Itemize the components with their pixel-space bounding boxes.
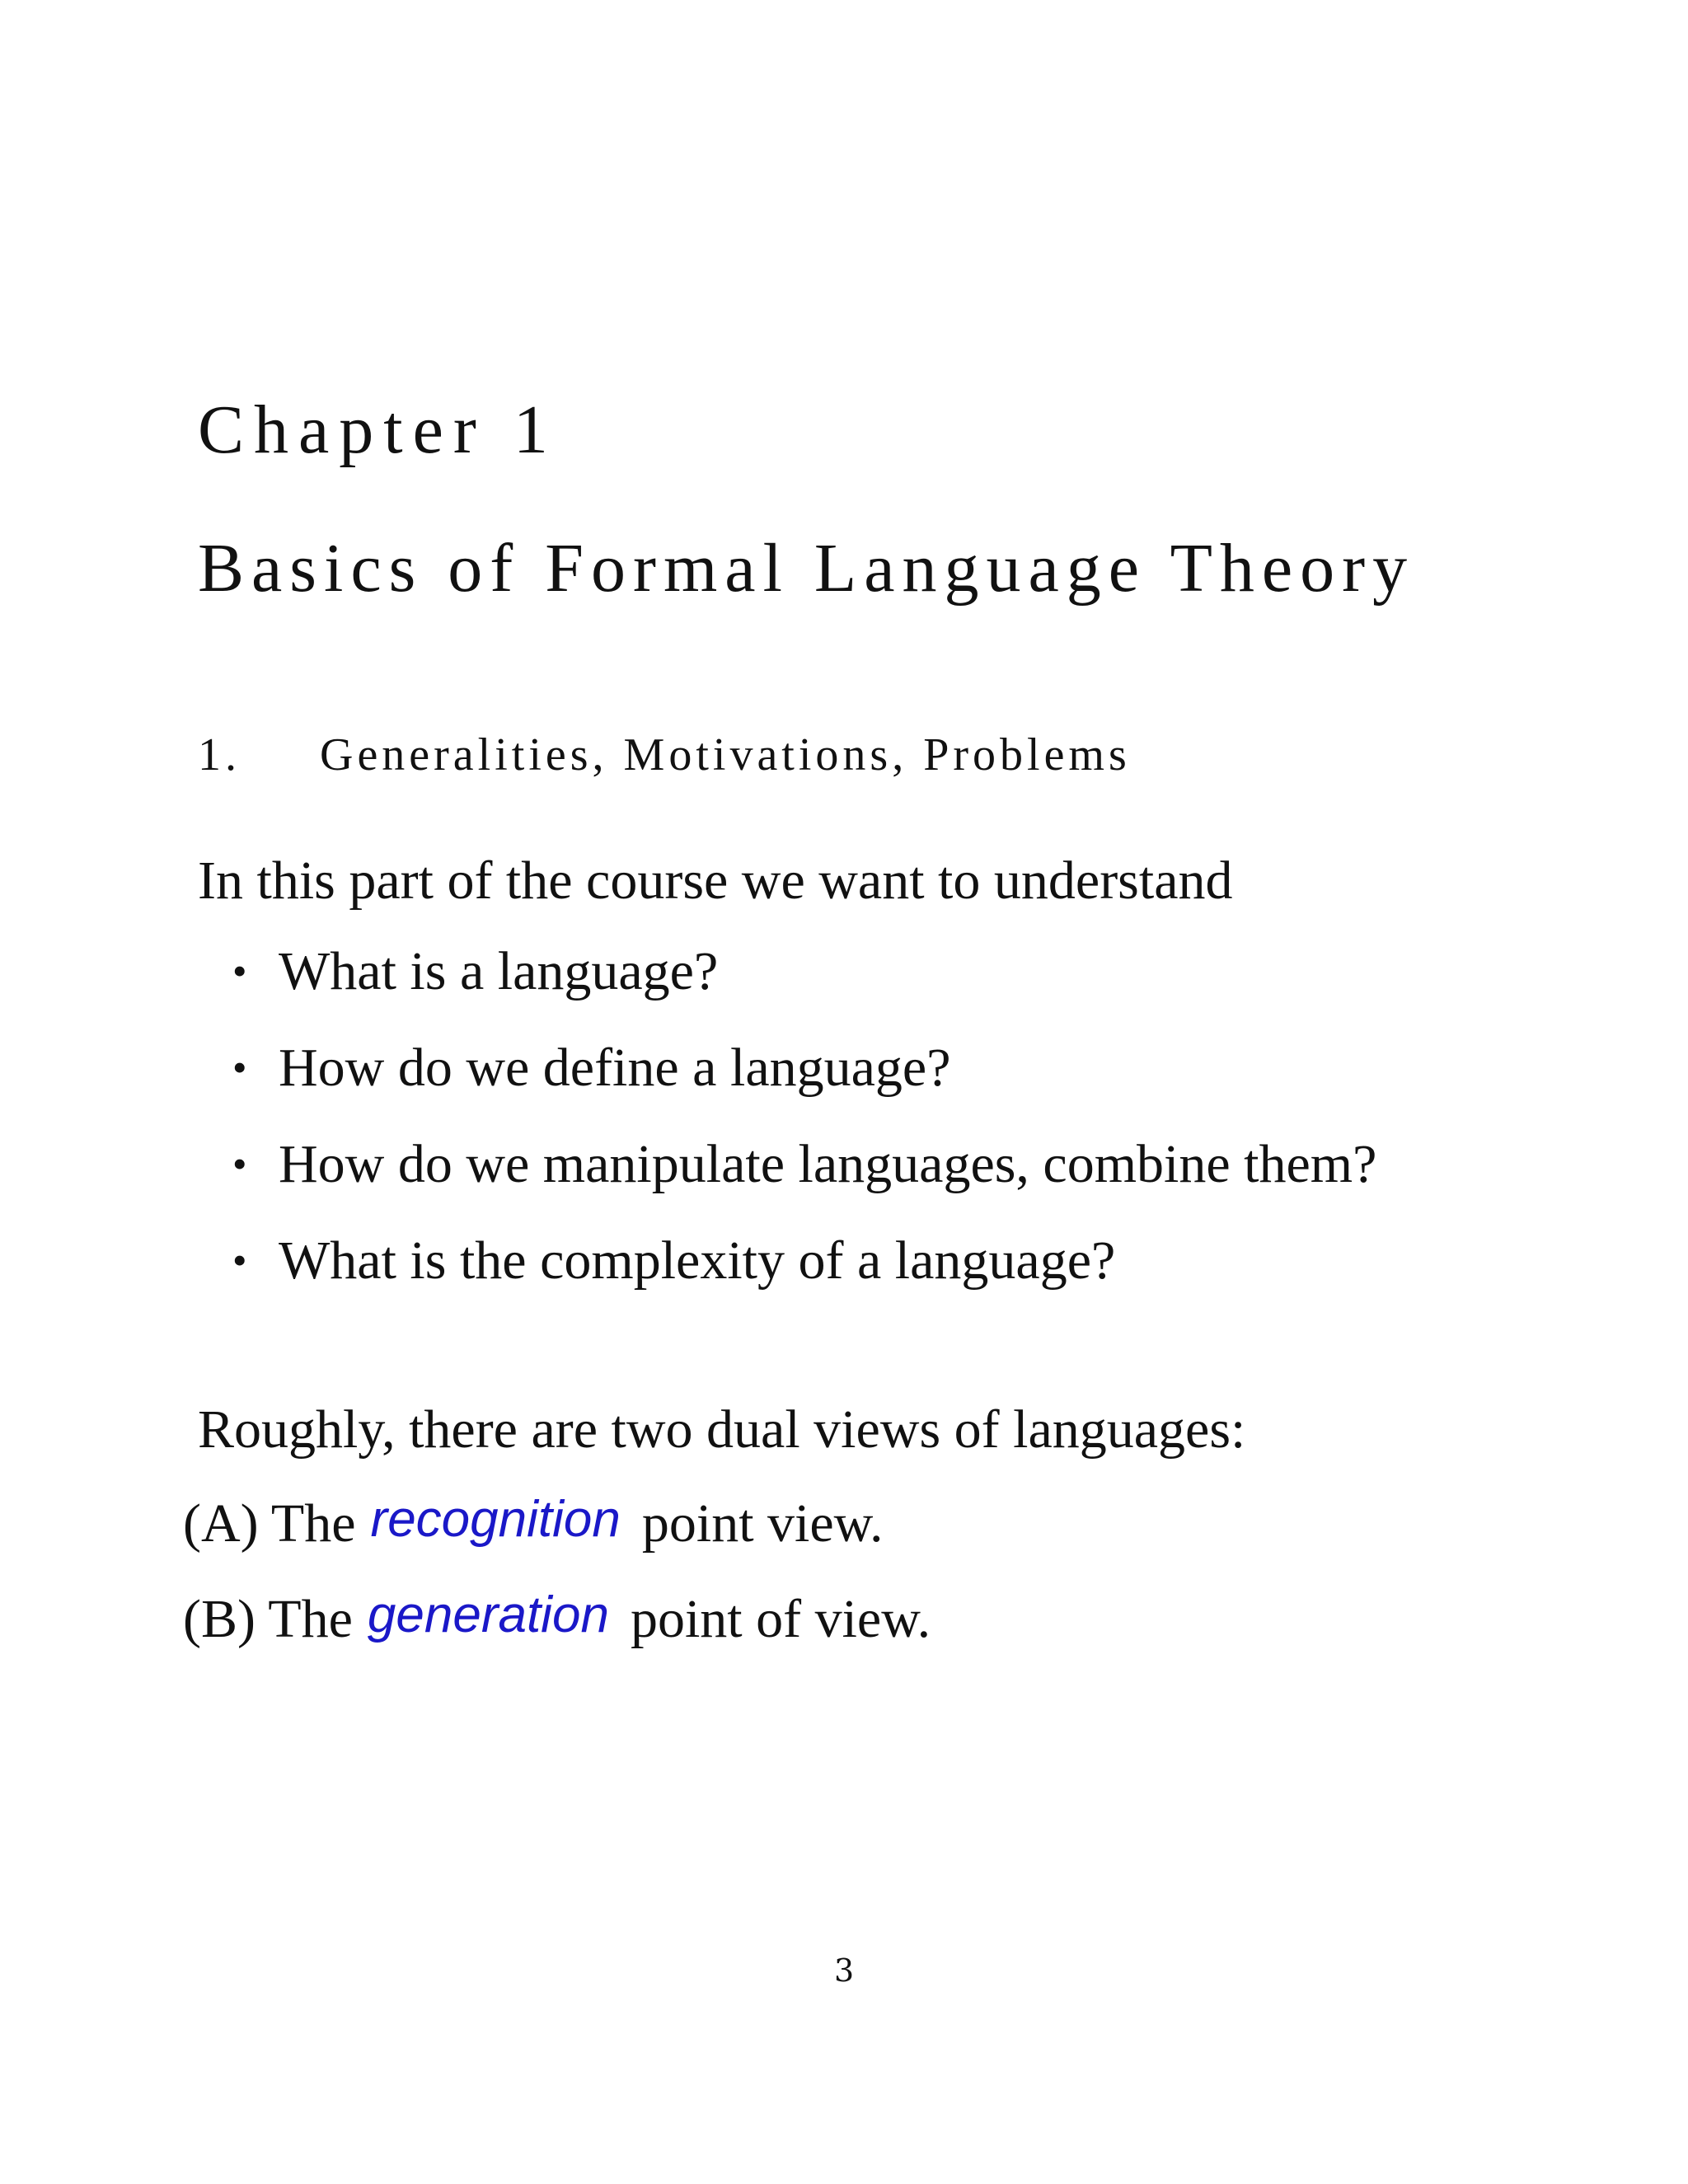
section-number: 1.	[198, 729, 241, 780]
bullet-icon: •	[232, 1044, 247, 1090]
intro-paragraph: In this part of the course we want to understand	[198, 851, 1233, 911]
list-item-text: What is a language?	[279, 941, 719, 1001]
bullet-icon: •	[232, 948, 247, 994]
view-recognition	[183, 1491, 884, 1554]
view-suffix: point view.	[641, 1493, 884, 1554]
page-number: 3	[834, 1952, 855, 1989]
list-item	[232, 1134, 1377, 1234]
list-item	[232, 1230, 1376, 1330]
view-generation	[183, 1586, 931, 1649]
bullet-icon: •	[232, 1237, 247, 1283]
list-item-text: What is the complexity of a language?	[279, 1230, 1116, 1291]
chapter-label: Chapter 1	[198, 391, 558, 468]
question-list	[232, 941, 1377, 1330]
chapter-title: Basics of Formal Language Theory	[198, 530, 1415, 607]
views-intro: Roughly, there are two dual views of languages:	[198, 1399, 1246, 1460]
view-suffix: point of view.	[630, 1589, 931, 1649]
list-item-text: How do we manipulate languages, combine them?	[279, 1134, 1377, 1194]
view-prefix: (B) The	[183, 1589, 353, 1649]
view-prefix: (A) The	[183, 1493, 356, 1554]
term-generation: generation	[367, 1586, 609, 1643]
list-item-text: How do we define a language?	[279, 1038, 951, 1098]
term-recognition: recognition	[370, 1491, 621, 1548]
section-heading	[198, 729, 1131, 780]
list-item	[232, 941, 1376, 1041]
bullet-icon: •	[232, 1141, 247, 1187]
section-title: Generalities, Motivations, Problems	[320, 729, 1131, 780]
list-item	[232, 1038, 1376, 1137]
